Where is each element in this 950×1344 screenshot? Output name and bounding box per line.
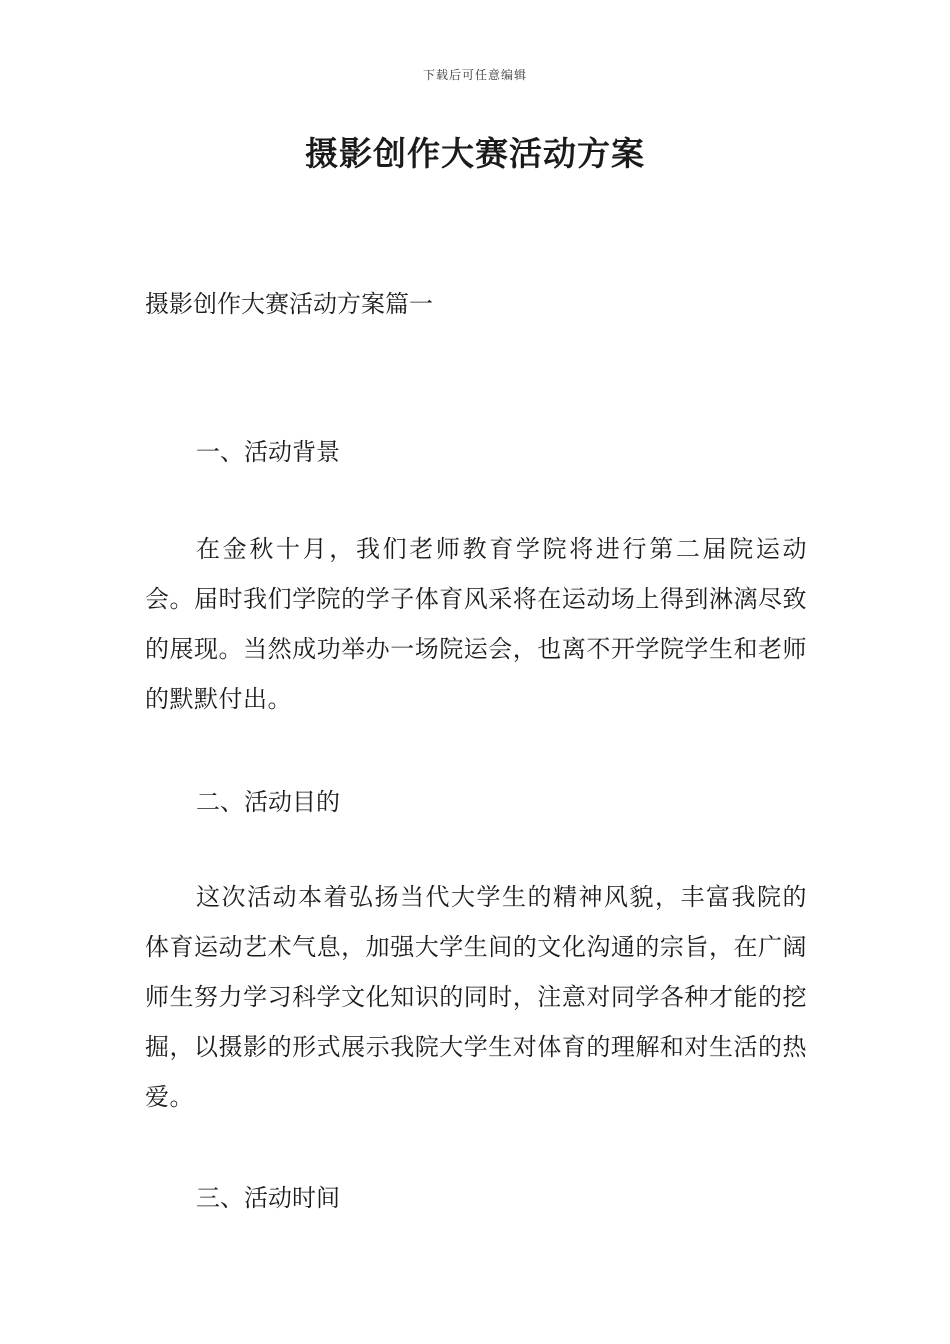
document-subtitle: 摄影创作大赛活动方案篇一 xyxy=(145,290,433,318)
header-note: 下载后可任意编辑 xyxy=(422,68,527,82)
section-paragraph-background: 在金秋十月，我们老师教育学院将进行第二届院运动会。届时我们学院的学子体育风采将在运动场上得到淋漓尽致的展现。当然成功举办一场院运会，也离不开学院学生和老师的默默付出。 xyxy=(145,535,807,713)
section-paragraph-purpose: 这次活动本着弘扬当代大学生的精神风貌，丰富我院的体育运动艺术气息，加强大学生间的文化沟通的宗旨，在广阔师生努力学习科学文化知识的同时，注意对同学各种才能的挖掘，以摄影的形式展示我院大学生对体育的理解和对生活的热爱。 xyxy=(145,883,807,1111)
section-heading-purpose: 二、活动目的 xyxy=(196,788,340,816)
section-heading-background: 一、活动背景 xyxy=(196,438,340,466)
section-heading-time: 三、活动时间 xyxy=(196,1184,340,1212)
document-title: 摄影创作大赛活动方案 xyxy=(305,134,645,173)
